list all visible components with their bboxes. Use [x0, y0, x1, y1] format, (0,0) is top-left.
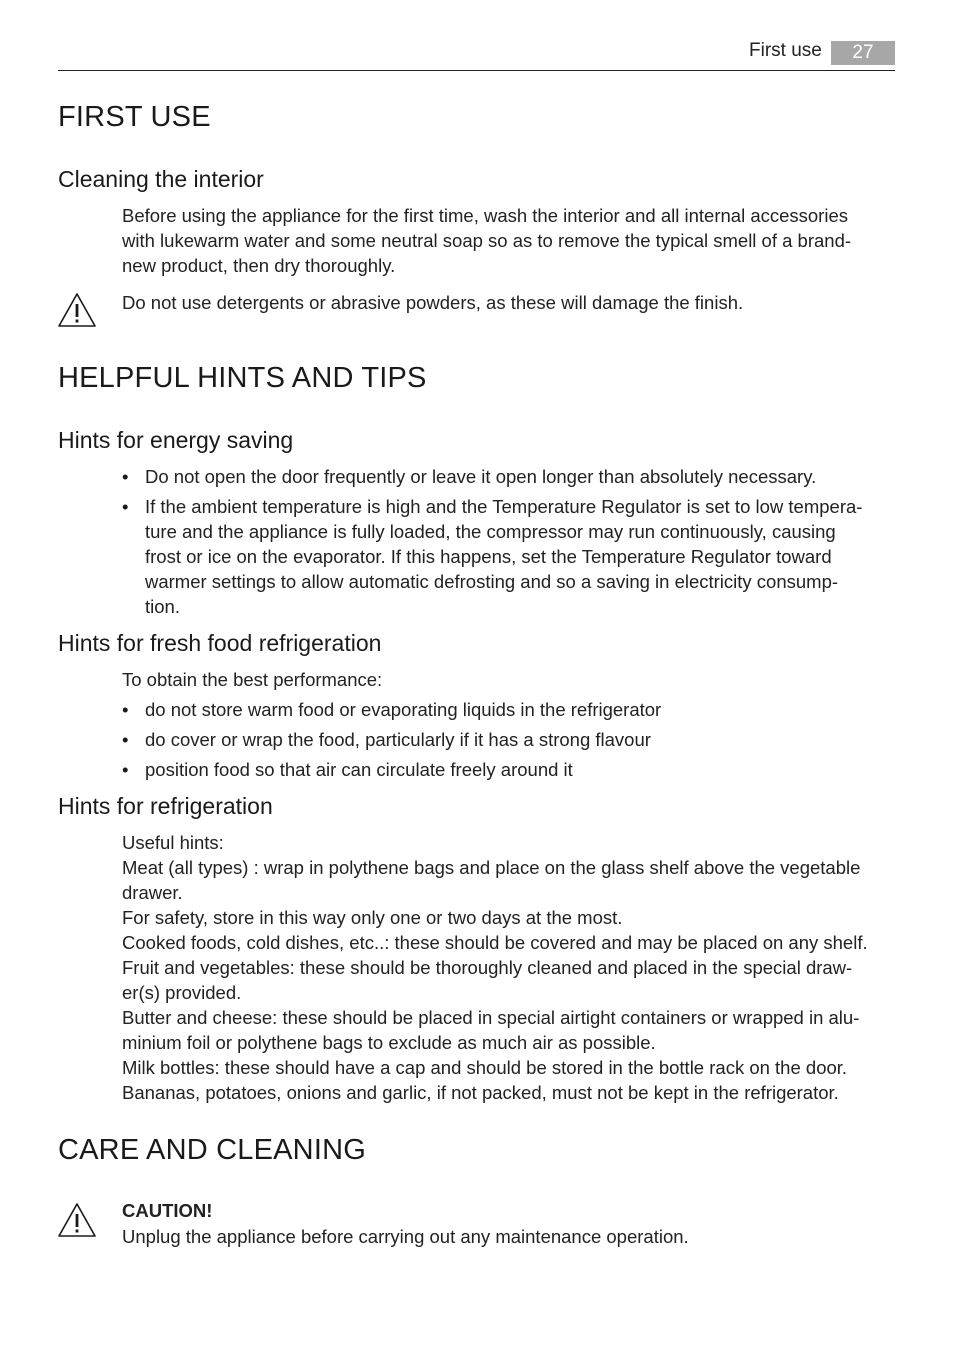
energy-bullet-2: If the ambient temperature is high and the Temperature Regulator is set to low tempera- ture and the appliance is fully loaded, the compressor may run continuously, causing frost or ice on the evaporator. If this happens, set the Temperature Regulator toward warmer settings to allow automatic defrosting and so a saving in electricity consump- tion. — [145, 496, 863, 617]
section-title-helpful-hints: HELPFUL HINTS AND TIPS — [58, 362, 427, 394]
subtitle-cleaning-interior: Cleaning the interior — [58, 166, 264, 192]
fresh-intro: To obtain the best performance: — [122, 669, 383, 690]
page-number: 27 — [831, 41, 895, 65]
subtitle-fresh-food: Hints for fresh food refrigeration — [58, 630, 382, 656]
caution-label: CAUTION! — [122, 1200, 213, 1221]
running-header: First use — [749, 40, 822, 61]
bullet-icon: • — [122, 699, 129, 720]
subtitle-energy-saving: Hints for energy saving — [58, 427, 294, 453]
caution-text: Unplug the appliance before carrying out any maintenance operation. — [122, 1226, 689, 1247]
fresh-bullet-1: do not store warm food or evaporating liquids in the refrigerator — [145, 699, 662, 720]
cleaning-paragraph: Before using the appliance for the first time, wash the interior and all internal accessories with lukewarm water and some neutral soap so as to remove the typical smell of a brand- new product, then dry thoroughly. — [122, 205, 852, 276]
energy-bullet-1: Do not open the door frequently or leave it open longer than absolutely necessary. — [145, 466, 817, 487]
cleaning-warning-text: Do not use detergents or abrasive powders, as these will damage the finish. — [122, 292, 744, 313]
fresh-bullet-2: do cover or wrap the food, particularly if it has a strong flavour — [145, 729, 651, 750]
subtitle-refrigeration: Hints for refrigeration — [58, 793, 273, 819]
section-title-first-use: FIRST USE — [58, 101, 211, 133]
refrigeration-paragraph: Useful hints: Meat (all types) : wrap in polythene bags and place on the glass shelf above the vegetable drawer. For safety, store in this way only one or two days at the most. Cooked foods, cold dishes, etc..: these should be covered and may be placed on any shelf. Fruit and vegetables: these should be thoroughly cleaned and placed in the special draw- er(s) provided. Butter and cheese: these should be placed in special airtight containers or wrapped in alu- minium foil or polythene bags to exclude as much air as possible. Milk bottles: these should have a cap and should be stored in the bottle rack on the door. Bananas, potatoes, onions and garlic, if not packed, must not be kept in the refrigerator. — [122, 832, 868, 1103]
bullet-icon: • — [122, 729, 129, 750]
warning-triangle-icon — [57, 1202, 97, 1238]
header-rule — [58, 70, 895, 71]
warning-triangle-icon — [57, 292, 97, 328]
section-title-care-cleaning: CARE AND CLEANING — [58, 1134, 366, 1166]
fresh-bullet-3: position food so that air can circulate freely around it — [145, 759, 573, 780]
bullet-icon: • — [122, 496, 129, 517]
bullet-icon: • — [122, 466, 129, 487]
bullet-icon: • — [122, 759, 129, 780]
